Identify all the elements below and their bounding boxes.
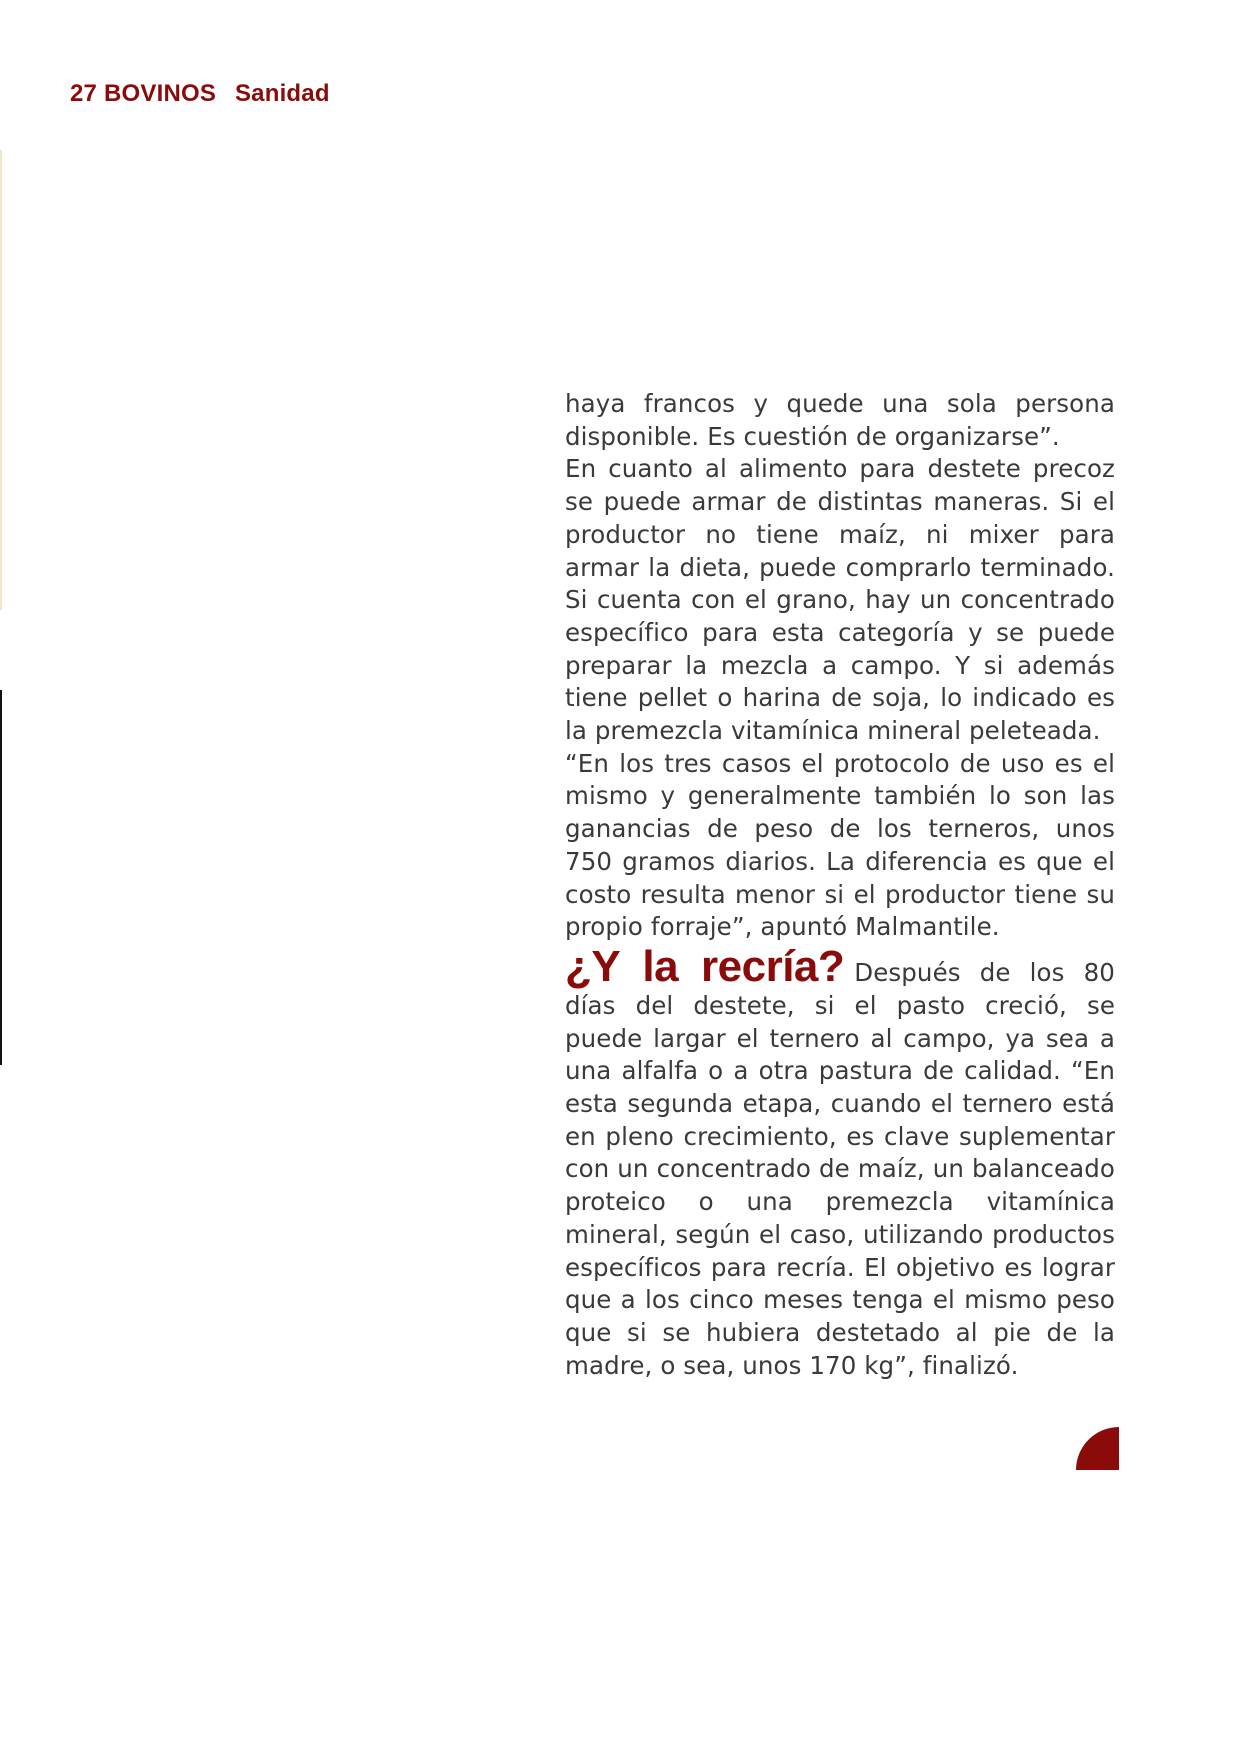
end-of-article-mark (1076, 1427, 1119, 1470)
paragraph-3: “En los tres casos el protocolo de uso es el mismo y generalmente también lo son las ganancias de peso de los terneros, unos 750 gramos diarios. La diferencia es que el costo resulta menor si el productor tiene su propio forraje”, apuntó Malmantile. (565, 748, 1115, 942)
page-section: Sanidad (234, 80, 330, 107)
article-column (565, 388, 1115, 1382)
subsection-text: Después de los 80 días del destete, si el pasto creció, se puede largar el ternero al campo, ya sea a una alfalfa o a otra pastura de calidad. “En esta segunda etapa, cuando el ternero está en pleno crecimiento, es clave suplementar con un concentrado de maíz, un balanceado proteico o una premezcla vitamínica mineral, según el caso, utilizando productos específicos para recría. El objetivo es lograr que a los cinco meses tenga el mismo peso que si se hubiera destetado al pie de la madre, o sea, unos 170 kg”, finalizó. (565, 957, 1115, 1380)
paragraph-1: haya francos y quede una sola persona disponible. Es cuestión de organizarse”. (565, 389, 1115, 451)
recria-section (565, 941, 1115, 1382)
page-number: 27 (70, 80, 98, 107)
page-category: BOVINOS (103, 80, 217, 107)
subsection-heading: ¿Y la recría? (565, 941, 845, 991)
left-edge-line-bottom (0, 690, 2, 1065)
left-edge-line-top (0, 150, 2, 610)
paragraph-2: En cuanto al alimento para destete precoz se puede armar de distintas maneras. Si el productor no tiene maíz, ni mixer para armar la dieta, puede comprarlo terminado. Si cuenta con el grano, hay un concentrado específico para esta categoría y se puede preparar la mezcla a campo. Y si además tiene pellet o harina de soja, lo indicado es la premezcla vitamínica mineral peleteada. (565, 454, 1115, 746)
page-header (70, 80, 330, 108)
